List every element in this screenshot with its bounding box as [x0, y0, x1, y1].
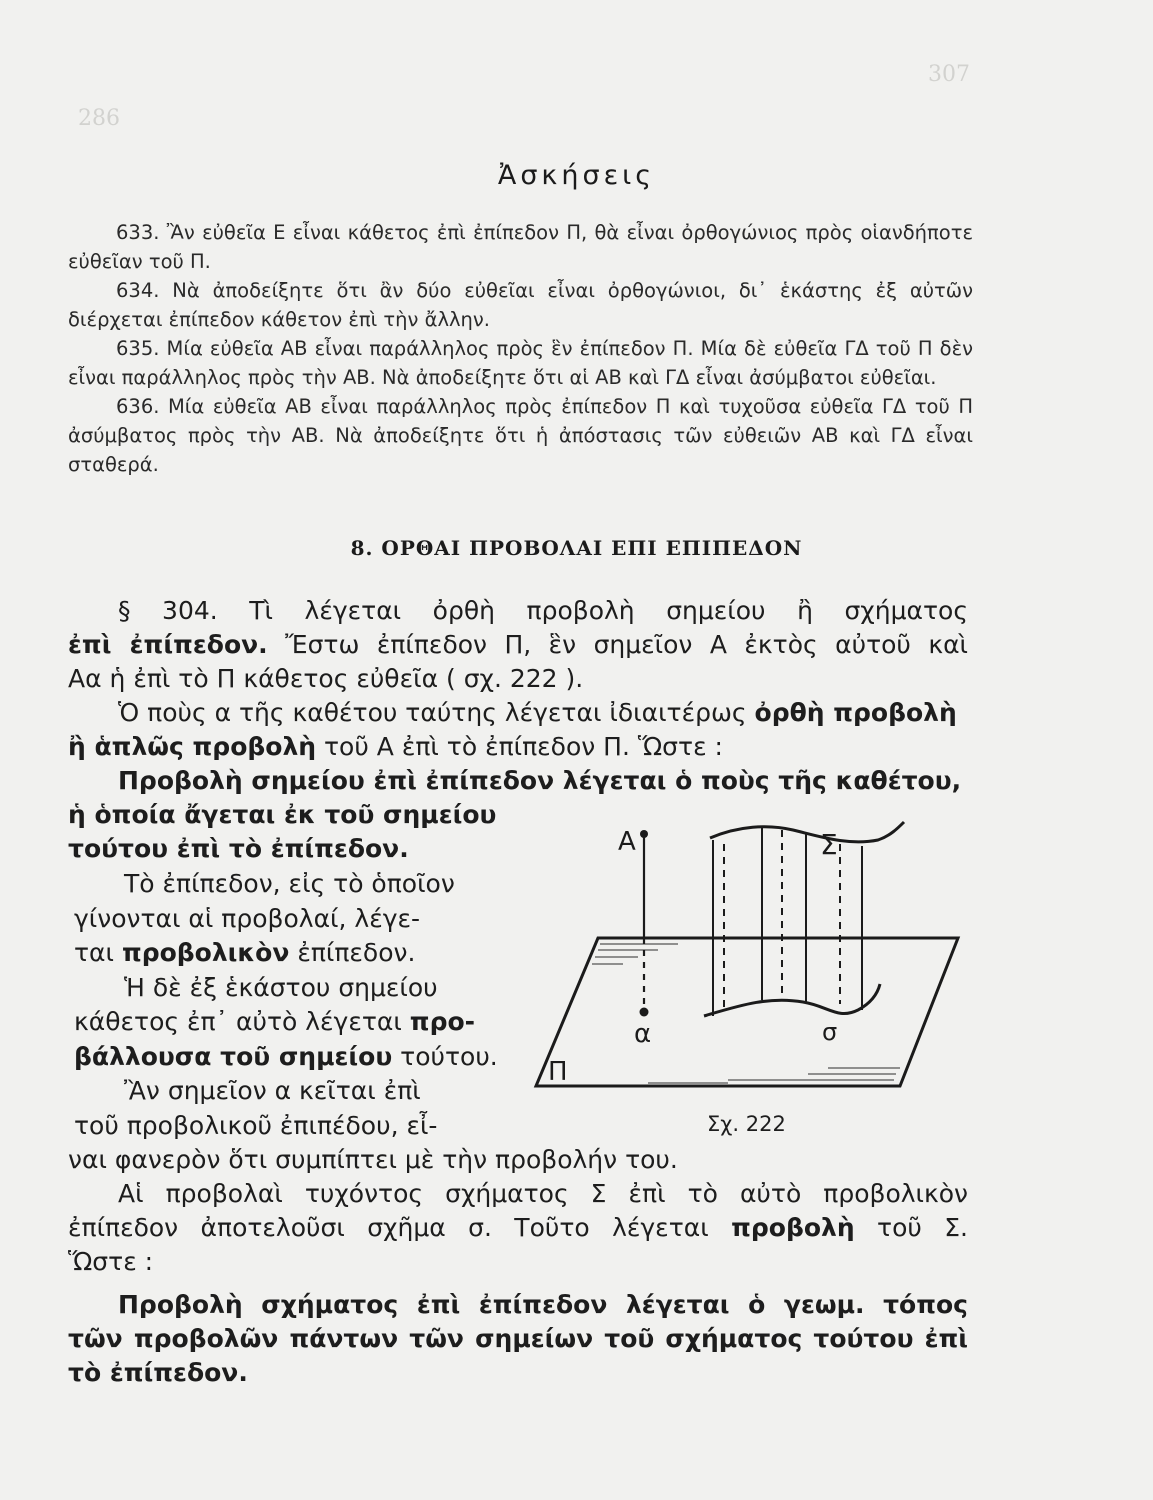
- projection-diagram: [528, 820, 968, 1140]
- col-line: ται προβολικὸν ἐπίπεδον.: [74, 938, 416, 967]
- figure-222: [528, 820, 968, 1140]
- definition-point-projection: Προβολὴ σημείου ἐπὶ ἐπίπεδον λέγεται ὁ ποὺς τῆς καθέτου,: [118, 766, 962, 795]
- col-line: Τὸ ἐπίπεδον, εἰς τὸ ὁποῖον: [124, 869, 455, 898]
- col-line: Ἂν σημεῖον α κεῖται ἐπὶ: [124, 1076, 421, 1105]
- label-Pi: Π: [548, 1057, 568, 1087]
- definition-point-projection: ἡ ὁποία ἄγεται ἐκ τοῦ σημείου: [68, 800, 497, 829]
- exercise-634: 634. Νὰ ἀποδείξητε ὅτι ἂν δύο εὐθεῖαι εἶναι ὀρθογώνιοι, δι᾽ ἑκάστης ἐξ αὐτῶν διέρχεται ἐπίπεδον κάθετον ἐπὶ τὴν ἄλλην.: [68, 279, 973, 331]
- continuation-text: [68, 1143, 968, 1279]
- point-alpha: [640, 1008, 649, 1017]
- exercise-636: 636. Μία εὐθεῖα ΑΒ εἶναι παράλληλος πρὸς ἐπίπεδον Π καὶ τυχοῦσα εὐθεῖα ΓΔ τοῦ Π ἀσύμβατος πρὸς τὴν ΑΒ. Νὰ ἀποδείξητε ὅτι ἡ ἀπόστασις τῶν εὐθειῶν ΑΒ καὶ ΓΔ εἶναι σταθερά.: [68, 395, 973, 476]
- def-line: τὸ ἐπίπεδον.: [68, 1358, 248, 1387]
- definition-figure-projection: [68, 1288, 968, 1390]
- def-line: τῶν προβολῶν πάντων τῶν σημείων τοῦ σχήματος τούτου ἐπὶ: [68, 1324, 968, 1353]
- col-line: τοῦ προβολικοῦ ἐπιπέδου, εἶ-: [74, 1110, 438, 1140]
- label-alpha: α: [634, 1019, 652, 1049]
- exercise-635: 635. Μία εὐθεῖα ΑΒ εἶναι παράλληλος πρὸς ἓν ἐπίπεδον Π. Μία δὲ εὐθεῖα ΓΔ τοῦ Π δὲν εἶναι παράλληλος πρὸς τὴν ΑΒ. Νὰ ἀποδείξητε ὅτι αἱ ΑΒ καὶ ΓΔ εἶναι ἀσύμβατοι εὐθεῖαι.: [68, 337, 974, 389]
- col-line: βάλλουσα τοῦ σημείου τούτου.: [74, 1041, 498, 1071]
- label-Sigma: Σ: [820, 828, 838, 861]
- def-line: Προβολὴ σχήματος ἐπὶ ἐπίπεδον λέγεται ὁ γεωμ. τόπος: [118, 1290, 968, 1319]
- col-line: κάθετος ἐπ᾽ αὐτὸ λέγεται προ-: [74, 1007, 476, 1036]
- para-line: ἐπὶ ἐπίπεδον. Ἔστω ἐπίπεδον Π, ἓν σημεῖον Α ἐκτὸς αὐτοῦ καὶ: [68, 630, 969, 659]
- definition-point-projection: τούτου ἐπὶ τὸ ἐπίπεδον.: [68, 834, 409, 863]
- cont-line: ναι φανερὸν ὅτι συμπίπτει μὲ τὴν προβολήν του.: [68, 1145, 678, 1174]
- plane-pi: [536, 938, 958, 1086]
- cont-line: Αἱ προβολαὶ τυχόντος σχήματος Σ ἐπὶ τὸ αὐτὸ προβολικὸν: [118, 1179, 968, 1208]
- para-line: § 304. Τὶ λέγεται ὀρθὴ προβολὴ σημείου ἢ σχήματος: [118, 596, 968, 625]
- col-line: Ἡ δὲ ἐξ ἑκάστου σημείου: [124, 972, 438, 1002]
- col-line: γίνονται αἱ προβολαί, λέγε-: [74, 903, 421, 933]
- exercise-633: 633. Ἂν εὐθεῖα Ε εἶναι κάθετος ἐπὶ ἐπίπεδον Π, θὰ εἶναι ὀρθογώνιος πρὸς οἱανδήποτε εὐθεῖαν τοῦ Π.: [68, 221, 973, 273]
- ghost-page-number-second: 286: [78, 106, 120, 131]
- para-line: Ὁ ποὺς α τῆς καθέτου ταύτης λέγεται ἰδιαιτέρως ὀρθὴ προβολὴ: [118, 698, 957, 727]
- left-column-text: [74, 867, 499, 1143]
- para-line: ἢ ἁπλῶς προβολὴ τοῦ Α ἐπὶ τὸ ἐπίπεδον Π. Ὥστε :: [68, 732, 723, 761]
- label-sigma: σ: [822, 1018, 838, 1046]
- plane-shading: [592, 944, 900, 1083]
- label-A: Α: [618, 827, 636, 857]
- section-title: 8. ΟΡΘΑΙ ΠΡΟΒΟΛΑΙ ΕΠΙ ΕΠΙΠΕΔΟΝ: [350, 536, 803, 560]
- cont-line: ἐπίπεδον ἀποτελοῦσι σχῆμα σ. Τοῦτο λέγεται προβολὴ τοῦ Σ.: [68, 1213, 968, 1242]
- figure-caption: Σχ. 222: [707, 1112, 786, 1136]
- cont-line: Ὥστε :: [68, 1247, 154, 1276]
- exercises-heading: Ἀσκήσεις: [497, 160, 656, 191]
- para-line: Αα ἡ ἐπὶ τὸ Π κάθετος εὐθεῖα ( σχ. 222 ).: [68, 664, 584, 693]
- ghost-page-number-top: 307: [928, 62, 970, 87]
- figure-sigma-projection: [704, 984, 880, 1016]
- exercise-list: [68, 218, 973, 479]
